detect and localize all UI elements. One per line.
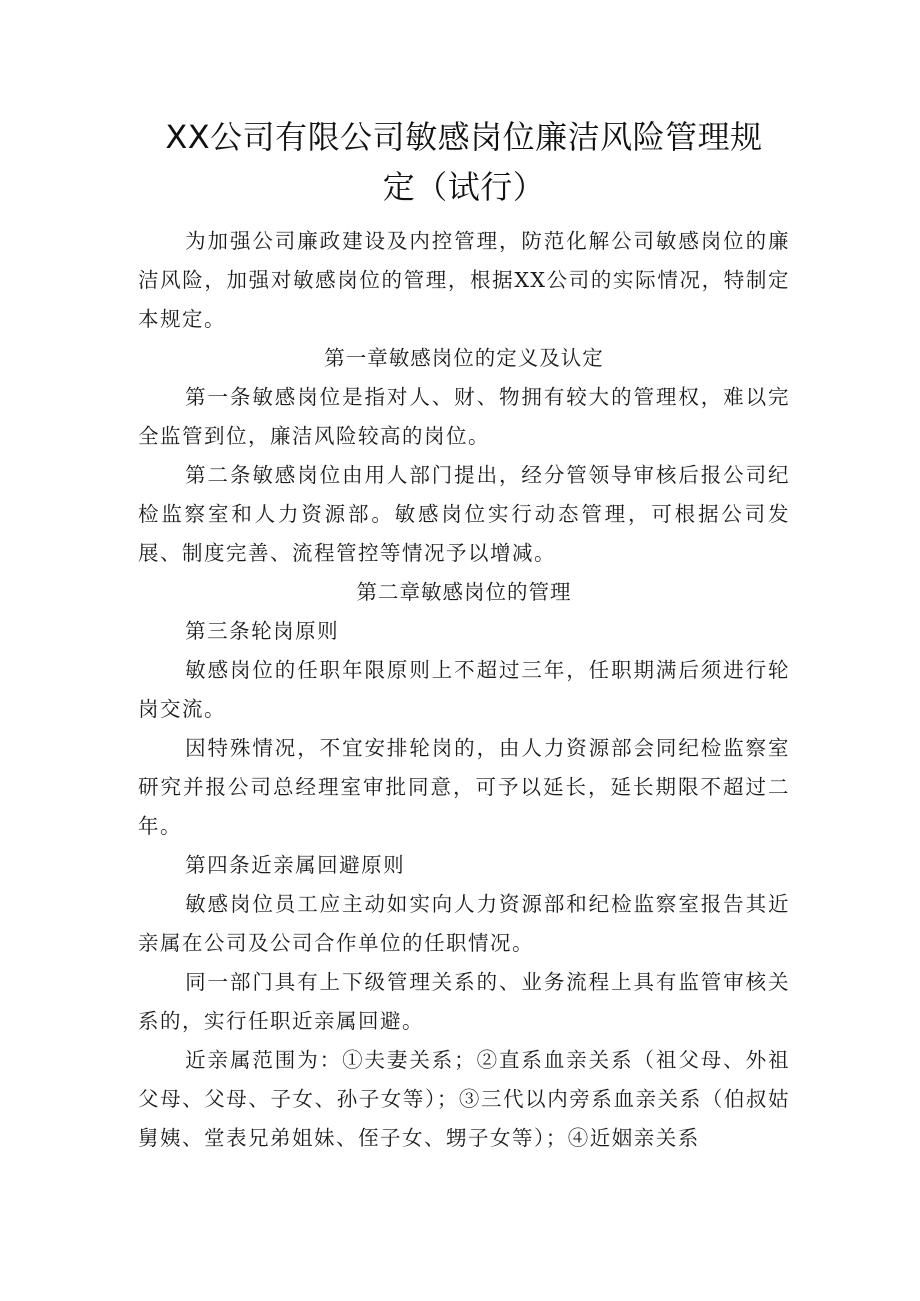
- document-body: [138, 222, 790, 1158]
- article-3-title: 第三条轮岗原则: [185, 619, 340, 643]
- document-title: [138, 112, 790, 212]
- article-4-paragraph-1: 敏感岗位员工应主动如实向人力资源部和纪检监察室报告其近亲属在公司及公司合作单位的任职情况。: [138, 892, 790, 955]
- document-page: [138, 112, 790, 1158]
- article-1: 第一条敏感岗位是指对人、财、物拥有较大的管理权，难以完全监管到位，廉洁风险较高的岗位。: [138, 385, 790, 448]
- title-line-2: 定（试行）: [382, 168, 546, 206]
- article-3-paragraph-2: 因特殊情况，不宜安排轮岗的，由人力资源部会同纪检监察室研究并报公司总经理室审批同意，可予以延长，延长期限不超过二年。: [138, 736, 790, 838]
- chapter-2-heading: 第二章敏感岗位的管理: [356, 580, 572, 604]
- title-line-1: XX公司有限公司敏感岗位廉洁风险管理规: [165, 118, 763, 156]
- article-3-paragraph-1: 敏感岗位的任职年限原则上不超过三年，任职期满后须进行轮岗交流。: [138, 658, 790, 721]
- article-2: 第二条敏感岗位由用人部门提出，经分管领导审核后报公司纪检监察室和人力资源部。敏感岗位实行动态管理，可根据公司发展、制度完善、流程管控等情况予以增减。: [138, 463, 790, 565]
- article-4-paragraph-3: 近亲属范围为：①夫妻关系；②直系血亲关系（祖父母、外祖父母、父母、子女、孙子女等）；③三代以内旁系血亲关系（伯叔姑舅姨、堂表兄弟姐妹、侄子女、甥子女等）；④近姻亲关系: [138, 1048, 790, 1150]
- article-4-paragraph-2: 同一部门具有上下级管理关系的、业务流程上具有监管审核关系的，实行任职近亲属回避。: [138, 970, 790, 1033]
- article-4-title: 第四条近亲属回避原则: [185, 853, 406, 877]
- chapter-1-heading: 第一章敏感岗位的定义及认定: [324, 346, 604, 370]
- intro-paragraph: 为加强公司廉政建设及内控管理，防范化解公司敏感岗位的廉洁风险，加强对敏感岗位的管理，根据XX公司的实际情况，特制定本规定。: [138, 229, 790, 331]
